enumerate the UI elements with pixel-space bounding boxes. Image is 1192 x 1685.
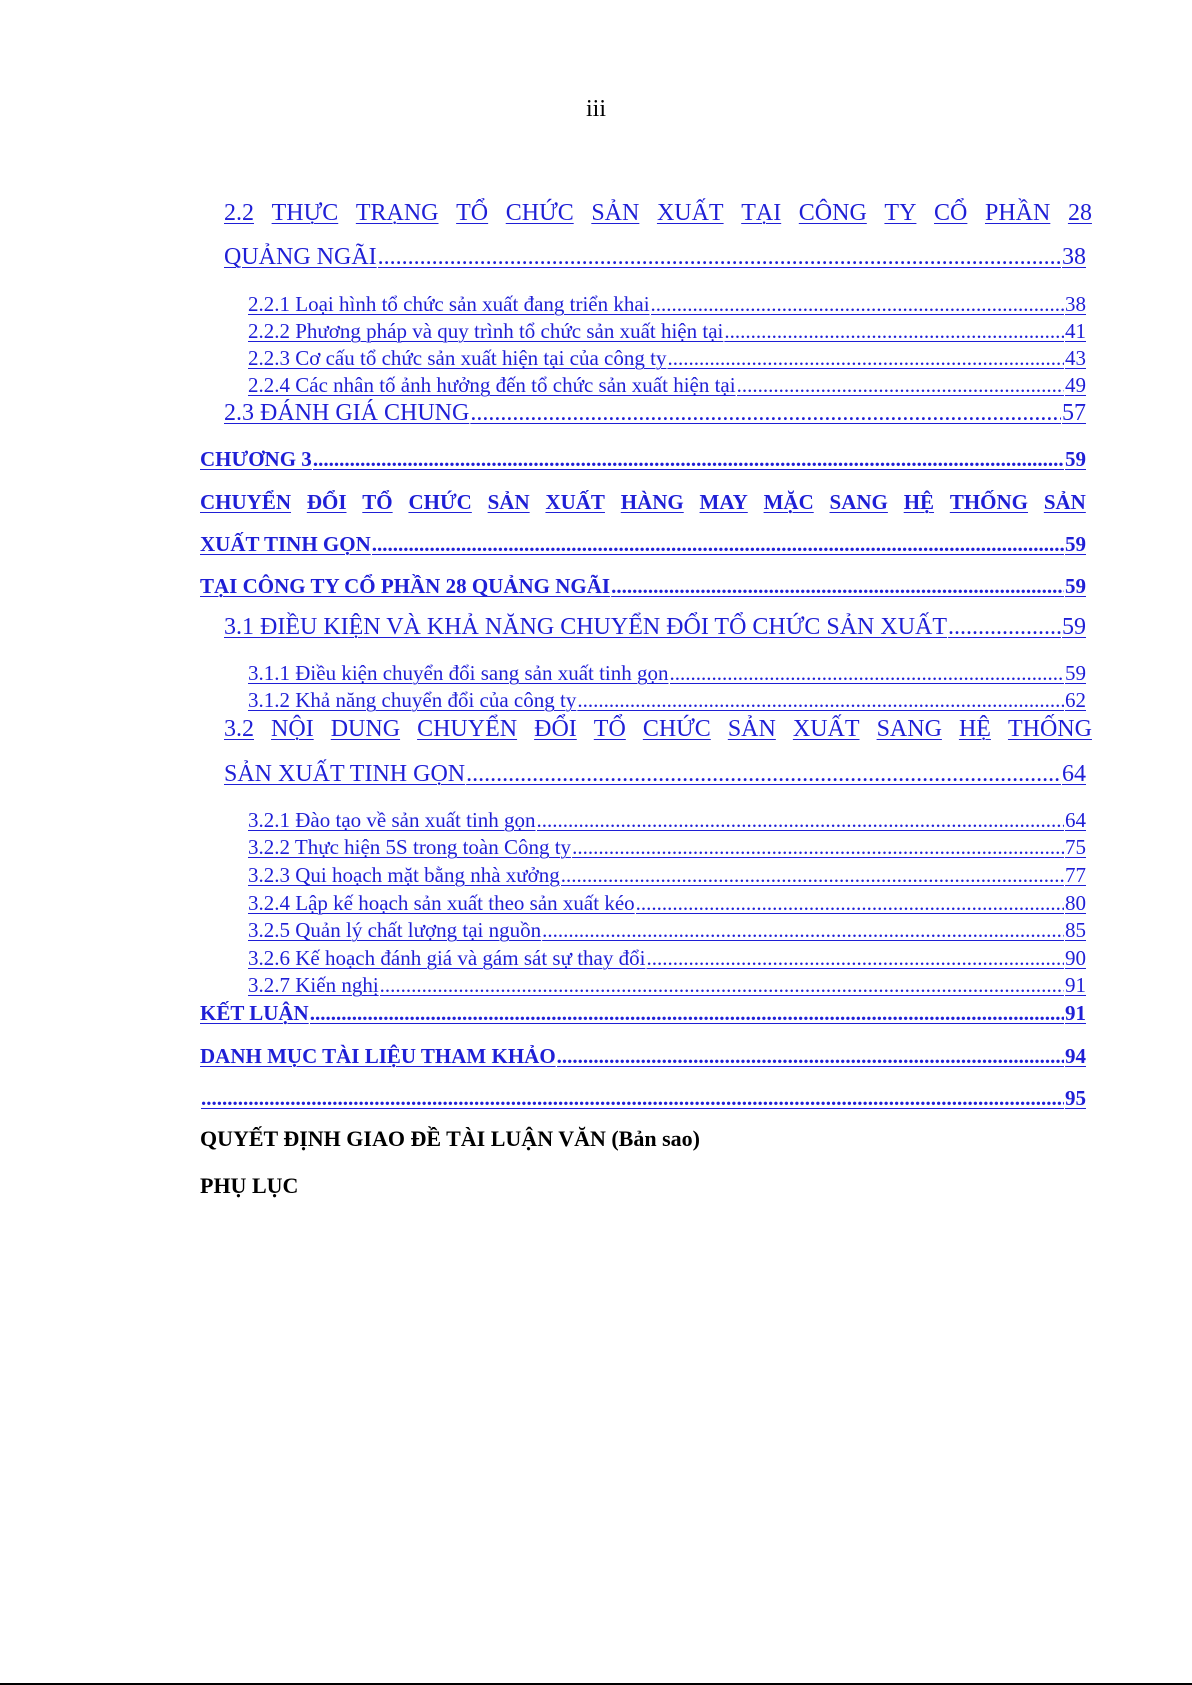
toc-entry-2-2-2[interactable]	[248, 319, 1086, 344]
toc-entry-conclusion[interactable]	[200, 1001, 1086, 1026]
toc-entry-word: THỐNG	[949, 490, 1029, 514]
toc-page-number: 62	[1065, 688, 1086, 712]
toc-entry-3-1-2[interactable]	[248, 688, 1086, 713]
toc-entry-label: 2.2.1 Loại hình tổ chức sản xuất đang triển khai	[248, 292, 650, 316]
toc-page-number: 59	[1065, 574, 1086, 598]
toc-entry-word: 28	[1067, 200, 1092, 226]
toc-entry-2-3[interactable]	[224, 400, 1086, 427]
toc-entry-3-2-5[interactable]	[248, 918, 1086, 943]
toc-entry-blank[interactable]	[200, 1086, 1086, 1111]
toc-page-number: 49	[1065, 373, 1086, 397]
toc-leader-dots	[466, 761, 1061, 788]
toc-leader-dots	[646, 946, 1064, 971]
toc-entry-word: XUẤT	[545, 490, 605, 514]
toc-entry-word: HỆ	[958, 716, 991, 742]
toc-page-number: 57	[1062, 400, 1086, 426]
toc-page-number: 85	[1065, 918, 1086, 942]
toc-leader-dots	[561, 863, 1064, 888]
toc-page-number: 64	[1062, 761, 1086, 787]
toc-entry-label: 2.2.4 Các nhân tố ảnh hưởng đến tổ chức sản xuất hiện tại	[248, 373, 736, 397]
toc-entry-3-2-3[interactable]	[248, 863, 1086, 888]
toc-entry-label: 3.2.3 Qui hoạch mặt bằng nhà xưởng	[248, 863, 560, 887]
toc-leader-dots	[378, 244, 1061, 271]
toc-page-number: 59	[1065, 661, 1086, 685]
toc-entry-word: CHỨC	[408, 490, 472, 514]
toc-page-number: 94	[1065, 1044, 1086, 1068]
toc-entry-label: 2.2.2 Phương pháp và quy trình tổ chức sản xuất hiện tại	[248, 319, 724, 343]
toc-page-number: 41	[1065, 319, 1086, 343]
toc-entry-label: XUẤT TINH GỌN	[200, 532, 371, 556]
toc-leader-dots	[313, 447, 1064, 472]
toc-entry-label: 3.2.7 Kiến nghị	[248, 973, 379, 997]
toc-page-number: 38	[1065, 292, 1086, 316]
toc-entry-word: CÔNG	[798, 200, 867, 226]
decision-heading: QUYẾT ĐỊNH GIAO ĐỀ TÀI LUẬN VĂN (Bản sao)	[200, 1126, 700, 1151]
toc-entry-3-2-2[interactable]	[248, 835, 1086, 860]
toc-entry-word: TRẠNG	[355, 200, 439, 226]
toc-entry-word: THỐNG	[1007, 716, 1092, 742]
toc-entry-word: DUNG	[330, 716, 401, 742]
toc-entry-label: TẠI CÔNG TY CỔ PHẦN 28 QUẢNG NGÃI	[200, 574, 611, 598]
toc-leader-dots	[557, 1044, 1064, 1069]
toc-entry-2-2-4[interactable]	[248, 373, 1086, 398]
toc-entry-word: TỔ	[456, 200, 489, 226]
toc-entry-3-2-line1[interactable]	[224, 716, 1092, 743]
appendix-heading: PHỤ LỤC	[200, 1173, 299, 1198]
toc-entry-word: TẠI	[741, 200, 782, 226]
toc-entry-label: 3.2.1 Đào tạo về sản xuất tinh gọn	[248, 808, 536, 832]
toc-entry-3-2[interactable]	[224, 761, 1086, 788]
toc-page-number: 77	[1065, 863, 1086, 887]
toc-entry-word: SANG	[876, 716, 942, 742]
toc-leader-dots	[651, 292, 1064, 317]
toc-entry-word: HỆ	[903, 490, 935, 514]
toc-page-number: 80	[1065, 891, 1086, 915]
toc-entry-chapter-3[interactable]	[200, 447, 1086, 472]
toc-entry-word: XUẤT	[656, 200, 724, 226]
toc-entry-word: CHỨC	[505, 200, 574, 226]
toc-entry-word: SẢN	[727, 716, 776, 742]
toc-entry-label: QUẢNG NGÃI	[224, 244, 377, 270]
toc-page-number: 43	[1065, 346, 1086, 370]
toc-leader-dots	[470, 400, 1061, 427]
toc-entry-word: THỰC	[271, 200, 339, 226]
toc-leader-dots	[372, 532, 1064, 557]
toc-leader-dots	[636, 891, 1064, 916]
toc-entry-word: SANG	[829, 490, 888, 514]
toc-entry-word: ĐỔI	[306, 490, 347, 514]
toc-entry-label: 3.1.2 Khả năng chuyển đổi của công ty	[248, 688, 577, 712]
toc-entry-word: ĐỔI	[534, 716, 577, 742]
toc-entry-word: SẢN	[487, 490, 530, 514]
toc-entry-chapter-3-subtitle[interactable]	[200, 574, 1086, 599]
toc-page-number: 64	[1065, 808, 1086, 832]
toc-entry-label: 3.2.6 Kế hoạch đánh giá và gám sát sự thay đổi	[248, 946, 646, 970]
toc-entry-label: 2.3 ĐÁNH GIÁ CHUNG	[224, 400, 470, 426]
toc-entry-label: 3.1 ĐIỀU KIỆN VÀ KHẢ NĂNG CHUYỂN ĐỔI TỔ CHỨC SẢN XUẤT	[224, 614, 948, 640]
toc-entry-chapter-3-title-line1[interactable]	[200, 490, 1086, 515]
toc-entry-3-1-1[interactable]	[248, 661, 1086, 686]
toc-leader-dots	[667, 346, 1064, 371]
toc-leader-dots	[737, 373, 1064, 398]
toc-entry-word: TỔ	[362, 490, 393, 514]
toc-entry-2-2-line1[interactable]	[224, 200, 1092, 227]
toc-entry-word: MẶC	[763, 490, 814, 514]
toc-page-number: 59	[1065, 532, 1086, 556]
toc-entry-word: CỔ	[934, 200, 968, 226]
toc-leader-dots	[310, 1001, 1064, 1026]
toc-leader-dots	[542, 918, 1064, 943]
toc-entry-word: PHẦN	[984, 200, 1051, 226]
toc-entry-word: 3.2	[224, 716, 254, 742]
toc-leader-dots	[380, 973, 1064, 998]
toc-entry-word: NỘI	[271, 716, 314, 742]
toc-entry-word: CHUYỂN	[417, 716, 518, 742]
toc-entry-word: CHUYỂN	[200, 490, 292, 514]
toc-entry-3-2-4[interactable]	[248, 891, 1086, 916]
toc-page-number: 91	[1065, 1001, 1086, 1025]
toc-entry-3-1[interactable]	[224, 614, 1086, 641]
toc-page-number: 38	[1062, 244, 1086, 270]
toc-entry-word: SẢN	[1043, 490, 1086, 514]
toc-entry-2-2-3[interactable]	[248, 346, 1086, 371]
toc-leader-dots	[201, 1086, 1064, 1111]
toc-entry-word: SẢN	[591, 200, 640, 226]
toc-entry-2-2[interactable]	[224, 244, 1086, 271]
toc-page-number: 75	[1065, 835, 1086, 859]
toc-entry-label: 2.2.3 Cơ cấu tổ chức sản xuất hiện tại của công ty	[248, 346, 667, 370]
toc-entry-label: 3.2.4 Lập kế hoạch sản xuất theo sản xuất kéo	[248, 891, 635, 915]
toc-entry-word: 2.2	[224, 200, 254, 226]
toc-leader-dots	[572, 835, 1064, 860]
toc-entry-word: XUẤT	[792, 716, 860, 742]
toc-page-number: 59	[1062, 614, 1086, 640]
toc-entry-label: 3.2.2 Thực hiện 5S trong toàn Công ty	[248, 835, 572, 859]
toc-page-number: 59	[1065, 447, 1086, 471]
toc-entry-word: MAY	[699, 490, 748, 514]
toc-leader-dots	[724, 319, 1064, 344]
toc-entry-label: 3.2.5 Quản lý chất lượng tại nguồn	[248, 918, 542, 942]
toc-entry-chapter-3-title[interactable]	[200, 532, 1086, 557]
toc-page-number: 91	[1065, 973, 1086, 997]
toc-leader-dots	[611, 574, 1064, 599]
toc-entry-label: SẢN XUẤT TINH GỌN	[224, 761, 466, 787]
toc-entry-word: TỔ	[593, 716, 626, 742]
toc-entry-word: CHỨC	[642, 716, 711, 742]
toc-page-number: 90	[1065, 946, 1086, 970]
toc-entry-label: CHƯƠNG 3	[200, 447, 312, 471]
toc-leader-dots	[948, 614, 1061, 641]
page-number: iii	[585, 96, 606, 122]
toc-leader-dots	[670, 661, 1064, 686]
toc-leader-dots	[537, 808, 1064, 833]
toc-entry-label: 3.1.1 Điều kiện chuyển đổi sang sản xuất tinh gọn	[248, 661, 669, 685]
toc-page-number: 95	[1065, 1086, 1086, 1110]
toc-entry-label: KẾT LUẬN	[200, 1001, 309, 1025]
toc-entry-word: TY	[884, 200, 917, 226]
toc-entry-3-2-1[interactable]	[248, 808, 1086, 833]
toc-leader-dots	[577, 688, 1064, 713]
toc-entry-label: DANH MỤC TÀI LIỆU THAM KHẢO	[200, 1044, 556, 1068]
toc-entry-references[interactable]	[200, 1044, 1086, 1069]
toc-entry-3-2-6[interactable]	[248, 946, 1086, 971]
toc-entry-3-2-7[interactable]	[248, 973, 1086, 998]
toc-entry-word: HÀNG	[620, 490, 684, 514]
toc-entry-2-2-1[interactable]	[248, 292, 1086, 317]
